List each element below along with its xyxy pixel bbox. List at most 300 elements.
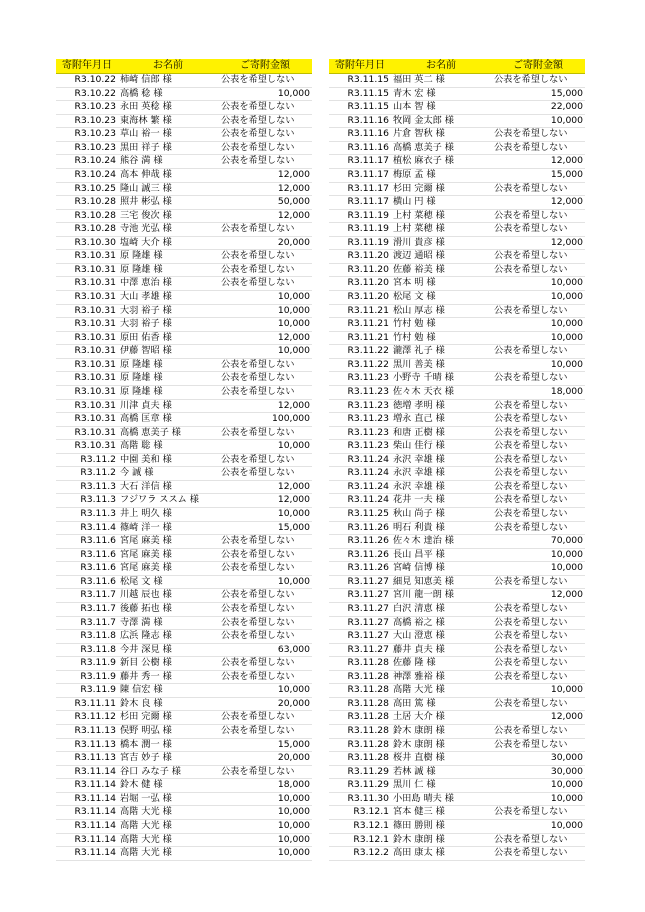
table-row	[56, 141, 312, 155]
name-cell: フジワラ ススム 様	[118, 494, 218, 508]
name-cell: 原 隆雄 様	[118, 358, 218, 372]
name-cell: 福田 英二 様	[391, 74, 491, 88]
amount-cell: 10,000	[491, 792, 585, 806]
name-cell: 宮尾 麻美 様	[118, 548, 218, 562]
table-row	[329, 426, 585, 440]
amount-cell: 20,000	[218, 697, 312, 711]
name-cell: 梅原 孟 様	[391, 168, 491, 182]
table-row	[329, 521, 585, 535]
date-cell: R3.11.19	[329, 236, 391, 250]
amount-cell: 公表を希望しない	[218, 657, 312, 671]
amount-cell: 公表を希望しない	[491, 74, 585, 88]
name-cell: 小田島 晴夫 様	[391, 792, 491, 806]
amount-cell: 10,000	[218, 806, 312, 820]
date-cell: R3.10.31	[56, 304, 118, 318]
table-row	[56, 738, 312, 752]
table-row	[56, 494, 312, 508]
amount-cell: 公表を希望しない	[218, 358, 312, 372]
table-row	[329, 168, 585, 182]
date-cell: R3.11.22	[329, 345, 391, 359]
table-row	[56, 765, 312, 779]
date-cell: R3.11.7	[56, 589, 118, 603]
name-cell: 伊藤 智昭 様	[118, 345, 218, 359]
amount-cell: 公表を希望しない	[491, 413, 585, 427]
date-cell: R3.11.14	[56, 765, 118, 779]
table-row	[56, 521, 312, 535]
date-cell: R3.11.29	[329, 765, 391, 779]
date-cell: R3.11.19	[329, 209, 391, 223]
date-cell: R3.11.7	[56, 602, 118, 616]
amount-cell: 12,000	[218, 168, 312, 182]
date-cell: R3.10.23	[56, 141, 118, 155]
table-row	[329, 155, 585, 169]
amount-cell: 10,000	[218, 819, 312, 833]
table-row	[56, 657, 312, 671]
amount-cell: 公表を希望しない	[491, 697, 585, 711]
table-row	[329, 535, 585, 549]
table-row	[329, 440, 585, 454]
date-cell: R3.10.31	[56, 345, 118, 359]
name-cell: 高階 大光 様	[118, 833, 218, 847]
header-date: 寄附年月日	[56, 59, 118, 74]
date-cell: R3.11.21	[329, 331, 391, 345]
amount-cell: 公表を希望しない	[218, 562, 312, 576]
date-cell: R3.11.6	[56, 548, 118, 562]
name-cell: 宮本 明 様	[391, 277, 491, 291]
amount-cell: 12,000	[491, 236, 585, 250]
table-row	[56, 819, 312, 833]
amount-cell: 公表を希望しない	[491, 263, 585, 277]
name-cell: 東海林 繁 様	[118, 114, 218, 128]
name-cell: 永沢 幸雄 様	[391, 467, 491, 481]
date-cell: R3.11.28	[329, 725, 391, 739]
table-row	[329, 141, 585, 155]
date-cell: R3.11.13	[56, 752, 118, 766]
table-row	[329, 684, 585, 698]
name-cell: 高本 伸哉 様	[118, 168, 218, 182]
name-cell: 大山 澄恵 様	[391, 630, 491, 644]
table-row	[329, 616, 585, 630]
table-row	[329, 792, 585, 806]
amount-cell: 10,000	[218, 304, 312, 318]
name-cell: 山本 智 様	[391, 101, 491, 115]
name-cell: 柴山 佳行 様	[391, 440, 491, 454]
date-cell: R3.11.30	[329, 792, 391, 806]
name-cell: 増永 直己 様	[391, 413, 491, 427]
name-cell: 高階 大光 様	[118, 806, 218, 820]
date-cell: R3.12.1	[329, 806, 391, 820]
name-cell: 佐々木 達治 様	[391, 535, 491, 549]
date-cell: R3.11.15	[329, 87, 391, 101]
amount-cell: 10,000	[491, 277, 585, 291]
amount-cell: 15,000	[491, 87, 585, 101]
date-cell: R3.11.29	[329, 779, 391, 793]
date-cell: R3.10.31	[56, 426, 118, 440]
date-cell: R3.10.22	[56, 74, 118, 88]
amount-cell: 12,000	[218, 331, 312, 345]
table-row	[56, 670, 312, 684]
name-cell: 高橋 稔 様	[118, 87, 218, 101]
amount-cell: 10,000	[218, 87, 312, 101]
header-amount: ご寄附金額	[491, 59, 585, 74]
date-cell: R3.11.23	[329, 372, 391, 386]
amount-cell: 公表を希望しない	[491, 223, 585, 237]
name-cell: 熊谷 満 様	[118, 155, 218, 169]
amount-cell: 公表を希望しない	[491, 372, 585, 386]
name-cell: 牧岡 金太郎 様	[391, 114, 491, 128]
table-row	[56, 589, 312, 603]
amount-cell: 10,000	[218, 684, 312, 698]
name-cell: 白沢 清恵 様	[391, 602, 491, 616]
name-cell: 原 隆雄 様	[118, 385, 218, 399]
name-cell: 佐藤 隆 様	[391, 657, 491, 671]
name-cell: 鈴木 良 様	[118, 697, 218, 711]
name-cell: 和唐 正樹 様	[391, 426, 491, 440]
table-row	[56, 250, 312, 264]
date-cell: R3.10.31	[56, 413, 118, 427]
date-cell: R3.11.14	[56, 819, 118, 833]
date-cell: R3.11.24	[329, 494, 391, 508]
date-cell: R3.11.24	[329, 453, 391, 467]
name-cell: 高階 大光 様	[118, 819, 218, 833]
name-cell: 川越 辰也 様	[118, 589, 218, 603]
date-cell: R3.11.4	[56, 521, 118, 535]
name-cell: 高階 大光 様	[391, 684, 491, 698]
amount-cell: 公表を希望しない	[491, 345, 585, 359]
table-row	[329, 209, 585, 223]
name-cell: 宮吉 妙子 様	[118, 752, 218, 766]
table-row	[56, 372, 312, 386]
table-body-left	[56, 74, 312, 861]
table-row	[56, 128, 312, 142]
name-cell: 鈴木 康朗 様	[391, 725, 491, 739]
date-cell: R3.11.17	[329, 155, 391, 169]
amount-cell: 10,000	[218, 345, 312, 359]
name-cell: 黒川 仁 様	[391, 779, 491, 793]
amount-cell: 公表を希望しない	[491, 725, 585, 739]
table-row	[56, 263, 312, 277]
date-cell: R3.11.28	[329, 752, 391, 766]
name-cell: 高橋 匡章 様	[118, 413, 218, 427]
table-row	[56, 168, 312, 182]
amount-cell: 10,000	[491, 779, 585, 793]
amount-cell: 公表を希望しない	[491, 643, 585, 657]
date-cell: R3.11.17	[329, 168, 391, 182]
amount-cell: 30,000	[491, 765, 585, 779]
table-row	[329, 223, 585, 237]
name-cell: 篠田 勝則 様	[391, 819, 491, 833]
table-row	[329, 819, 585, 833]
name-cell: 花井 一夫 様	[391, 494, 491, 508]
name-cell: 佐々木 天衣 様	[391, 385, 491, 399]
amount-cell: 10,000	[218, 318, 312, 332]
table-row	[329, 196, 585, 210]
name-cell: 寺池 光弘 様	[118, 223, 218, 237]
date-cell: R3.10.23	[56, 128, 118, 142]
table-row	[56, 345, 312, 359]
table-row	[56, 643, 312, 657]
donation-table-right	[329, 59, 585, 861]
amount-cell: 10,000	[491, 548, 585, 562]
date-cell: R3.11.14	[56, 847, 118, 861]
date-cell: R3.11.3	[56, 508, 118, 522]
table-row	[329, 697, 585, 711]
name-cell: 土居 大介 様	[391, 711, 491, 725]
table-row	[56, 87, 312, 101]
table-row	[56, 562, 312, 576]
table-row	[329, 494, 585, 508]
date-cell: R3.11.9	[56, 670, 118, 684]
name-cell: 鈴木 康朗 様	[391, 738, 491, 752]
table-row	[56, 291, 312, 305]
name-cell: 宮崎 信博 様	[391, 562, 491, 576]
name-cell: 原 隆雄 様	[118, 372, 218, 386]
name-cell: 草山 裕一 様	[118, 128, 218, 142]
name-cell: 陳 信宏 様	[118, 684, 218, 698]
table-row	[329, 548, 585, 562]
name-cell: 篠崎 洋一 様	[118, 521, 218, 535]
name-cell: 高橋 恵美子 様	[391, 141, 491, 155]
table-row	[329, 114, 585, 128]
date-cell: R3.11.17	[329, 182, 391, 196]
name-cell: 若林 誠 様	[391, 765, 491, 779]
name-cell: 川津 貞夫 様	[118, 399, 218, 413]
amount-cell: 公表を希望しない	[491, 847, 585, 861]
date-cell: R3.10.28	[56, 209, 118, 223]
name-cell: 高橋 恵美子 様	[118, 426, 218, 440]
table-row	[329, 562, 585, 576]
table-row	[329, 291, 585, 305]
table-row	[56, 725, 312, 739]
name-cell: 塩崎 大介 様	[118, 236, 218, 250]
header-date: 寄附年月日	[329, 59, 391, 74]
name-cell: 大羽 裕子 様	[118, 304, 218, 318]
date-cell: R3.11.17	[329, 196, 391, 210]
name-cell: 井上 明久 様	[118, 508, 218, 522]
amount-cell: 12,000	[218, 399, 312, 413]
table-row	[329, 480, 585, 494]
table-row	[329, 345, 585, 359]
date-cell: R3.10.31	[56, 372, 118, 386]
name-cell: 大羽 裕子 様	[118, 318, 218, 332]
date-cell: R3.12.1	[329, 819, 391, 833]
table-row	[329, 711, 585, 725]
amount-cell: 公表を希望しない	[218, 725, 312, 739]
amount-cell: 公表を希望しない	[218, 385, 312, 399]
table-row	[56, 236, 312, 250]
name-cell: 片倉 智秋 様	[391, 128, 491, 142]
amount-cell: 公表を希望しない	[218, 426, 312, 440]
date-cell: R3.11.27	[329, 643, 391, 657]
date-cell: R3.11.14	[56, 833, 118, 847]
table-row	[56, 101, 312, 115]
name-cell: 佐藤 裕美 様	[391, 263, 491, 277]
amount-cell: 公表を希望しない	[218, 630, 312, 644]
amount-cell: 公表を希望しない	[491, 128, 585, 142]
table-row	[329, 725, 585, 739]
amount-cell: 50,000	[218, 196, 312, 210]
header-row	[329, 59, 585, 74]
amount-cell: 18,000	[491, 385, 585, 399]
date-cell: R3.11.28	[329, 711, 391, 725]
date-cell: R3.11.7	[56, 616, 118, 630]
name-cell: 広浜 隆志 様	[118, 630, 218, 644]
table-row	[329, 847, 585, 861]
table-row	[329, 318, 585, 332]
date-cell: R3.11.27	[329, 630, 391, 644]
date-cell: R3.11.8	[56, 630, 118, 644]
name-cell: 長山 昌平 様	[391, 548, 491, 562]
table-row	[56, 480, 312, 494]
name-cell: 上村 菜穂 様	[391, 223, 491, 237]
amount-cell: 公表を希望しない	[491, 630, 585, 644]
amount-cell: 公表を希望しない	[491, 304, 585, 318]
date-cell: R3.10.23	[56, 114, 118, 128]
table-row	[329, 630, 585, 644]
date-cell: R3.11.26	[329, 548, 391, 562]
amount-cell: 公表を希望しない	[491, 508, 585, 522]
name-cell: 原 隆雄 様	[118, 250, 218, 264]
date-cell: R3.10.31	[56, 358, 118, 372]
amount-cell: 15,000	[218, 738, 312, 752]
date-cell: R3.11.24	[329, 467, 391, 481]
name-cell: 黒川 善美 様	[391, 358, 491, 372]
amount-cell: 公表を希望しない	[491, 480, 585, 494]
name-cell: 黒田 祥子 様	[118, 141, 218, 155]
name-cell: 神澤 雅裕 様	[391, 670, 491, 684]
header-amount: ご寄附金額	[218, 59, 312, 74]
name-cell: 宮本 健三 様	[391, 806, 491, 820]
table-row	[56, 331, 312, 345]
date-cell: R3.11.23	[329, 385, 391, 399]
name-cell: 永田 英稔 様	[118, 101, 218, 115]
date-cell: R3.10.28	[56, 223, 118, 237]
table-row	[329, 128, 585, 142]
table-row	[56, 467, 312, 481]
amount-cell: 公表を希望しない	[218, 616, 312, 630]
date-cell: R3.10.24	[56, 168, 118, 182]
date-cell: R3.10.28	[56, 196, 118, 210]
amount-cell: 100,000	[218, 413, 312, 427]
amount-cell: 公表を希望しない	[218, 128, 312, 142]
header-row	[56, 59, 312, 74]
amount-cell: 70,000	[491, 535, 585, 549]
amount-cell: 12,000	[218, 480, 312, 494]
table-row	[56, 548, 312, 562]
table-row	[56, 426, 312, 440]
table-row	[56, 453, 312, 467]
table-row	[329, 304, 585, 318]
date-cell: R3.11.20	[329, 277, 391, 291]
name-cell: 小野寺 千晴 様	[391, 372, 491, 386]
amount-cell: 公表を希望しない	[218, 155, 312, 169]
name-cell: 宮川 龍一朗 様	[391, 589, 491, 603]
amount-cell: 12,000	[218, 182, 312, 196]
date-cell: R3.11.2	[56, 453, 118, 467]
table-row	[329, 331, 585, 345]
table-row	[329, 182, 585, 196]
table-row	[56, 413, 312, 427]
date-cell: R3.11.15	[329, 74, 391, 88]
table-row	[329, 413, 585, 427]
name-cell: 谷口 みな子 様	[118, 765, 218, 779]
amount-cell: 公表を希望しない	[218, 765, 312, 779]
amount-cell: 10,000	[491, 318, 585, 332]
name-cell: 滑川 貴彦 様	[391, 236, 491, 250]
amount-cell: 公表を希望しない	[218, 114, 312, 128]
name-cell: 橋本 潤一 様	[118, 738, 218, 752]
date-cell: R3.11.26	[329, 535, 391, 549]
amount-cell: 公表を希望しない	[491, 602, 585, 616]
table-row	[329, 236, 585, 250]
date-cell: R3.11.26	[329, 521, 391, 535]
table-row	[329, 779, 585, 793]
name-cell: 瀧澤 礼子 様	[391, 345, 491, 359]
amount-cell: 20,000	[218, 752, 312, 766]
date-cell: R3.11.27	[329, 575, 391, 589]
amount-cell: 公表を希望しない	[491, 806, 585, 820]
name-cell: 高階 聡 様	[118, 440, 218, 454]
date-cell: R3.10.24	[56, 155, 118, 169]
date-cell: R3.11.22	[329, 358, 391, 372]
amount-cell: 公表を希望しない	[218, 602, 312, 616]
amount-cell: 30,000	[491, 752, 585, 766]
table-row	[329, 833, 585, 847]
table-row	[56, 792, 312, 806]
table-row	[329, 372, 585, 386]
amount-cell: 10,000	[491, 819, 585, 833]
amount-cell: 公表を希望しない	[218, 277, 312, 291]
name-cell: 松尾 文 様	[391, 291, 491, 305]
amount-cell: 公表を希望しない	[491, 521, 585, 535]
name-cell: 松尾 文 様	[118, 575, 218, 589]
date-cell: R3.11.3	[56, 494, 118, 508]
table-row	[329, 74, 585, 88]
table-row	[329, 277, 585, 291]
amount-cell: 10,000	[218, 792, 312, 806]
table-row	[329, 263, 585, 277]
amount-cell: 12,000	[218, 494, 312, 508]
date-cell: R3.12.1	[329, 833, 391, 847]
date-cell: R3.11.23	[329, 413, 391, 427]
date-cell: R3.11.16	[329, 128, 391, 142]
name-cell: 細見 知恵美 様	[391, 575, 491, 589]
date-cell: R3.11.23	[329, 440, 391, 454]
name-cell: 鈴木 康朗 様	[391, 833, 491, 847]
table-row	[56, 616, 312, 630]
date-cell: R3.11.28	[329, 697, 391, 711]
amount-cell: 公表を希望しない	[491, 657, 585, 671]
date-cell: R3.11.21	[329, 304, 391, 318]
table-row	[56, 697, 312, 711]
amount-cell: 10,000	[218, 847, 312, 861]
amount-cell: 公表を希望しない	[218, 535, 312, 549]
date-cell: R3.10.31	[56, 331, 118, 345]
amount-cell: 10,000	[491, 358, 585, 372]
name-cell: 宮尾 麻美 様	[118, 535, 218, 549]
date-cell: R3.11.16	[329, 141, 391, 155]
amount-cell: 公表を希望しない	[218, 670, 312, 684]
date-cell: R3.11.6	[56, 535, 118, 549]
table-row	[329, 602, 585, 616]
table-row	[329, 806, 585, 820]
date-cell: R3.11.28	[329, 684, 391, 698]
table-row	[56, 630, 312, 644]
amount-cell: 公表を希望しない	[491, 670, 585, 684]
date-cell: R3.11.20	[329, 250, 391, 264]
name-cell: 宮尾 麻美 様	[118, 562, 218, 576]
table-row	[56, 318, 312, 332]
